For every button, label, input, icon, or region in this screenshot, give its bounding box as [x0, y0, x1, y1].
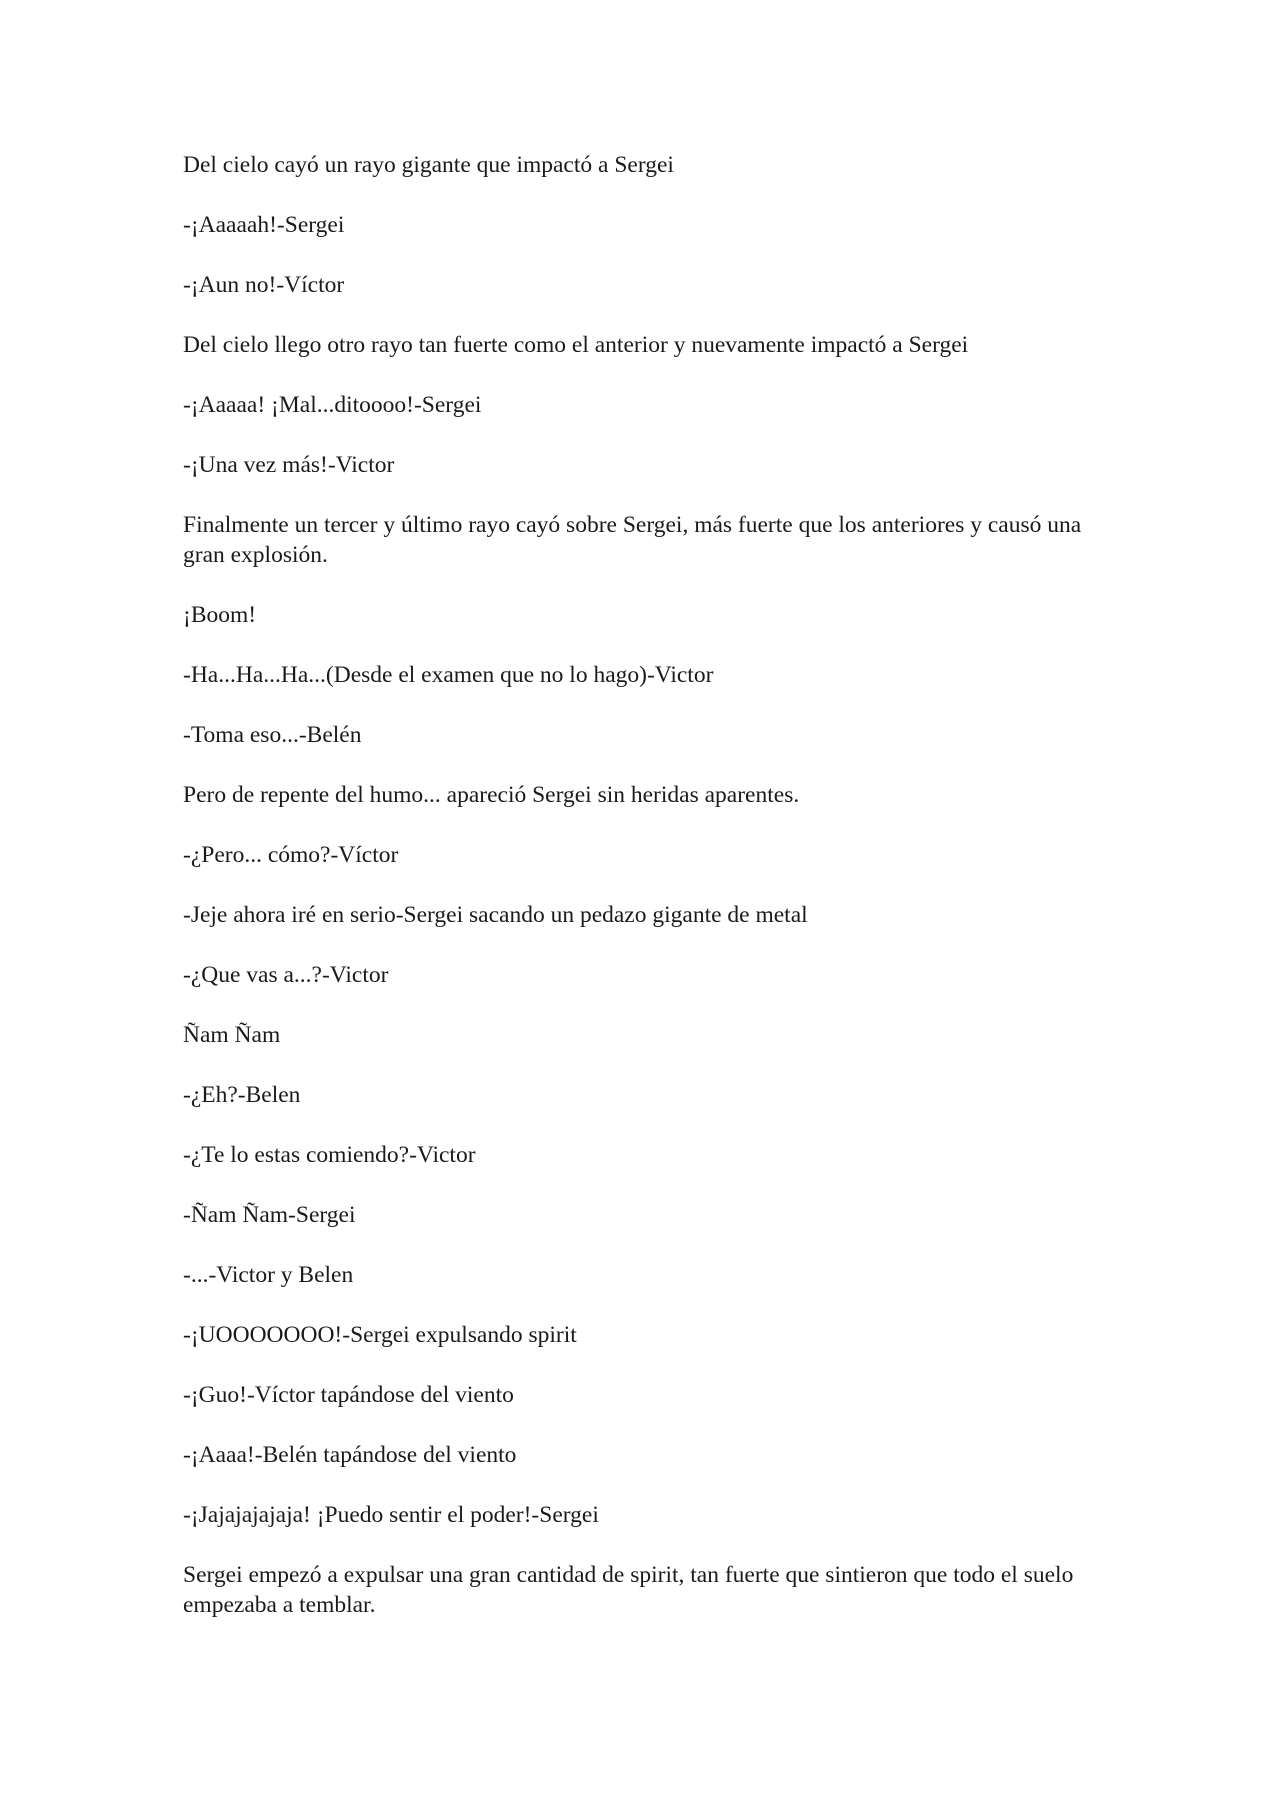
paragraph: Sergei empezó a expulsar una gran cantidad de spirit, tan fuerte que sintieron que todo el suelo empezaba a temblar.: [183, 1562, 1074, 1618]
dialogue-line: -Jeje ahora iré en serio-Sergei sacando un pedazo gigante de metal: [183, 902, 808, 928]
dialogue-line: -¡Aaaa!-Belén tapándose del viento: [183, 1442, 517, 1468]
dialogue-line: -¿Te lo estas comiendo?-Victor: [183, 1142, 476, 1168]
paragraph: Finalmente un tercer y último rayo cayó sobre Sergei, más fuerte que los anteriores y causó una gran explosión.: [183, 512, 1082, 568]
dialogue-line: -Ñam Ñam-Sergei: [183, 1202, 356, 1228]
dialogue-line: -¿Que vas a...?-Victor: [183, 962, 389, 988]
dialogue-line: -¡Guo!-Víctor tapándose del viento: [183, 1382, 514, 1408]
dialogue-line: -¿Eh?-Belen: [183, 1082, 301, 1108]
document-body: [183, 150, 1103, 1650]
dialogue-line: -¡Aaaaah!-Sergei: [183, 212, 345, 238]
sound-effect: Ñam Ñam: [183, 1022, 281, 1048]
dialogue-line: -¿Pero... cómo?-Víctor: [183, 842, 399, 868]
dialogue-line: -¡Una vez más!-Victor: [183, 452, 395, 478]
dialogue-line: -¡Aaaaa! ¡Mal...ditoooo!-Sergei: [183, 392, 482, 418]
dialogue-line: -Ha...Ha...Ha...(Desde el examen que no lo hago)-Victor: [183, 662, 714, 688]
sound-effect: ¡Boom!: [183, 602, 257, 628]
dialogue-line: -¡Aun no!-Víctor: [183, 272, 345, 298]
paragraph: Pero de repente del humo... apareció Sergei sin heridas aparentes.: [183, 782, 800, 808]
dialogue-line: -Toma eso...-Belén: [183, 722, 362, 748]
dialogue-line: -¡UOOOOOOO!-Sergei expulsando spirit: [183, 1322, 577, 1348]
dialogue-line: -¡Jajajajajaja! ¡Puedo sentir el poder!-Sergei: [183, 1502, 599, 1528]
dialogue-line: -...-Victor y Belen: [183, 1262, 354, 1288]
paragraph: Del cielo llego otro rayo tan fuerte como el anterior y nuevamente impactó a Sergei: [183, 332, 969, 358]
paragraph: Del cielo cayó un rayo gigante que impactó a Sergei: [183, 152, 674, 178]
